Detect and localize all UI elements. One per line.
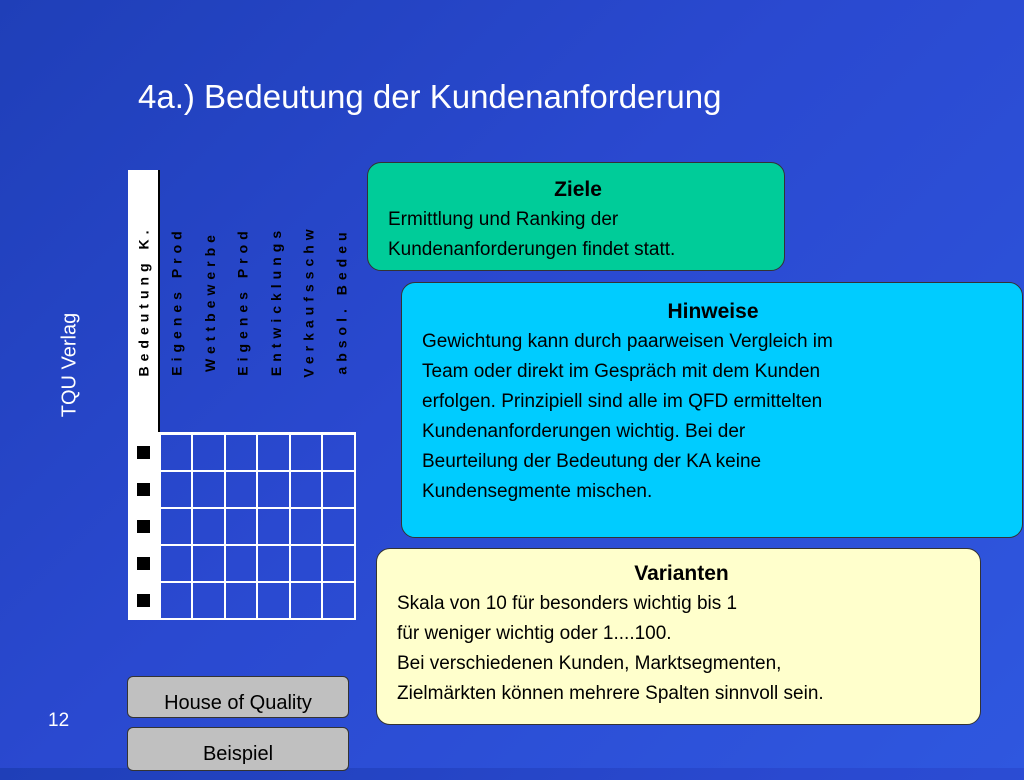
hinweise-line: Gewichtung kann durch paarweisen Vergleich im <box>422 331 833 352</box>
hinweise-line: Kundenanforderungen wichtig. Bei der <box>422 421 746 442</box>
ziele-box <box>367 162 785 271</box>
column-header-wettbewerber: Wettbewerbe <box>202 230 218 372</box>
varianten-line: Zielmärkten können mehrere Spalten sinnvoll sein. <box>397 683 824 704</box>
varianten-line: Bei verschiedenen Kunden, Marktsegmenten, <box>397 653 782 674</box>
column-header-eigenes-produkt-1: Eigenes Prod <box>169 226 185 376</box>
slide-title: 4a.) Bedeutung der Kundenanforderung <box>138 78 722 115</box>
qfd-matrix <box>128 170 358 625</box>
row-marker <box>137 483 150 496</box>
table-row <box>128 472 356 509</box>
table-row <box>128 546 356 583</box>
column-header-verkaufsschwerpunkt: Verkaufsschw <box>301 224 318 378</box>
varianten-heading: Varianten <box>634 562 729 585</box>
house-of-quality-button[interactable]: House of Quality <box>127 676 349 718</box>
hinweise-line: Team oder direkt im Gespräch mit dem Kunden <box>422 361 821 382</box>
table-row <box>128 435 356 472</box>
hinweise-heading: Hinweise <box>667 300 759 323</box>
ziele-line: Kundenanforderungen findet statt. <box>388 239 676 260</box>
varianten-box <box>376 548 981 725</box>
row-marker <box>137 446 150 459</box>
table-row <box>128 583 356 620</box>
matrix-grid <box>128 432 356 622</box>
row-marker <box>137 520 150 533</box>
varianten-line: für weniger wichtig oder 1....100. <box>397 623 672 644</box>
row-marker <box>137 594 150 607</box>
ziele-heading: Ziele <box>554 178 602 201</box>
table-row <box>128 509 356 546</box>
publisher-label: TQU Verlag <box>58 312 81 418</box>
column-header-eigenes-produkt-2: Eigenes Prod <box>235 226 251 376</box>
beispiel-button[interactable]: Beispiel <box>127 727 349 771</box>
hinweise-line: Beurteilung der Bedeutung der KA keine <box>422 451 762 472</box>
column-header-absolute-bedeutung: absol. Bedeu <box>334 227 351 375</box>
page-number: 12 <box>48 710 70 731</box>
ziele-line: Ermittlung und Ranking der <box>388 209 619 230</box>
hinweise-line: Kundensegmente mischen. <box>422 481 653 502</box>
column-header-bedeutung: Bedeutung K. <box>128 170 160 432</box>
row-marker <box>137 557 150 570</box>
hinweise-line: erfolgen. Prinzipiell sind alle im QFD ermittelten <box>422 391 823 412</box>
varianten-line: Skala von 10 für besonders wichtig bis 1 <box>397 593 738 614</box>
column-header-entwicklung: Entwicklungs <box>268 225 285 377</box>
hinweise-box <box>401 282 1023 538</box>
